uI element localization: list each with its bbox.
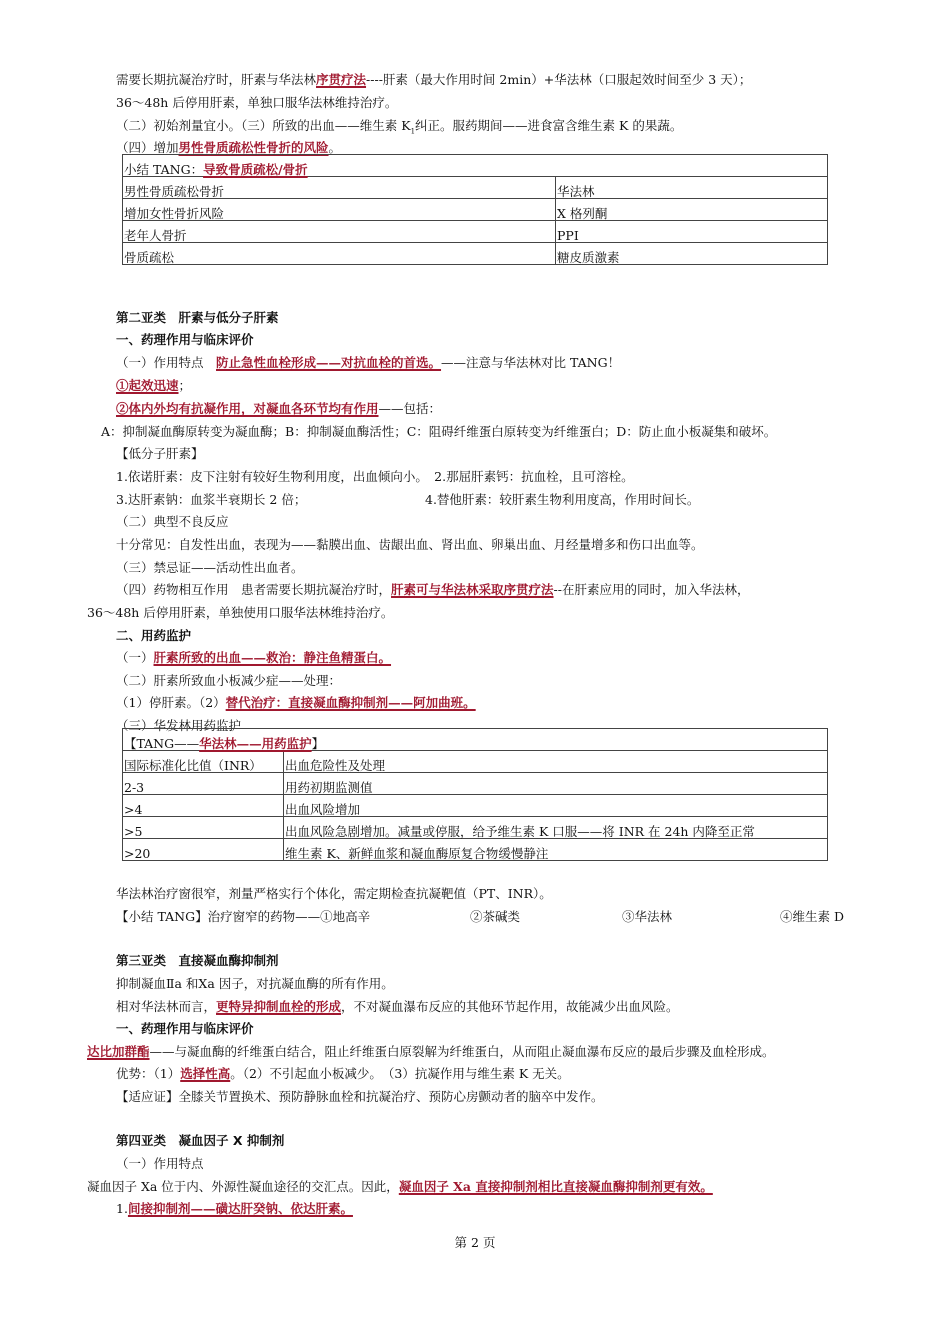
text: ——注意与华法林对比 TANG！ — [441, 355, 621, 370]
section-heading: 一、药理作用与临床评价 — [116, 1021, 254, 1036]
section-title: 第二亚类 肝素与低分子肝素 — [116, 310, 279, 325]
table-title: 】 — [311, 735, 325, 751]
text: ——包括： — [378, 401, 442, 416]
table-cell: PPI — [556, 221, 828, 243]
table-cell: >5 — [123, 817, 284, 839]
table-cell: 维生素 K、新鲜血浆和凝血酶原复合物缓慢静注 — [284, 839, 828, 861]
text: ，不对凝血瀑布反应的其他环节起作用，故能减少出血风险。 — [341, 999, 679, 1014]
point-1 — [116, 380, 191, 393]
table-title-highlight: 导致骨质疏松/骨折 — [203, 161, 308, 177]
table-row — [123, 177, 828, 199]
table-cell: 2-3 — [123, 773, 284, 795]
text: ----肝素（最大作用时间 2min）+华法林（口服起效时间至少 3 天）； — [366, 72, 752, 87]
interaction-line — [116, 584, 749, 597]
table-cell: >4 — [123, 795, 284, 817]
table-cell: 华法林 — [556, 177, 828, 199]
table-cell: 糖皮质激素 — [556, 243, 828, 265]
table-cell: X 格列酮 — [556, 199, 828, 221]
text: 优势：（1） — [116, 1066, 181, 1081]
table-row — [123, 751, 828, 773]
text: 3.达肝素钠：血浆半衰期长 2 倍； — [116, 492, 307, 507]
intro-line-2: 36～48h 后停用肝素，单独口服华法林维持治疗。 — [116, 95, 398, 110]
xa-line — [87, 1181, 713, 1194]
table-cell: 增加女性骨折风险 — [123, 199, 556, 221]
table-title-row — [123, 729, 828, 751]
table-title-cell — [123, 155, 828, 177]
adverse-heading: （二）典型不良反应 — [116, 514, 229, 529]
table-title-row — [123, 155, 828, 177]
table-cell: 出血风险增加 — [284, 795, 828, 817]
highlight-text: 序贯疗法 — [316, 72, 367, 87]
section-title: 第四亚类 凝血因子 X 抑制剂 — [116, 1133, 285, 1148]
table-row — [123, 243, 828, 265]
table-cell: 用药初期监测值 — [284, 773, 828, 795]
section-title: 第三亚类 直接凝血酶抑制剂 — [116, 953, 279, 968]
point-2 — [116, 403, 441, 416]
table-cell: >20 — [123, 839, 284, 861]
section-heading: 一、药理作用与临床评价 — [116, 332, 254, 347]
table-row — [123, 817, 828, 839]
text: （四）增加 — [116, 140, 179, 155]
adverse-line: 十分常见：自发性出血，表现为——黏膜出血、齿龈出血、肾出血、卵巢出血、月经量增多和伤口出血等。 — [116, 537, 704, 552]
table-row — [123, 795, 828, 817]
section-heading: 二、用药监护 — [116, 628, 192, 643]
page-number: 第 2 页 — [454, 1235, 496, 1250]
table-cell: 老年人骨折 — [123, 221, 556, 243]
text: （一） — [116, 650, 154, 665]
dabigatran-line — [87, 1046, 775, 1059]
lmwh-line-1: 1.依诺肝素：皮下注射有较好生物利用度，出血倾向小。 2.那屈肝素钙：抗血栓，且可溶栓。 — [116, 469, 634, 484]
contraindication-line: （三）禁忌证——活动性出血者。 — [116, 560, 304, 575]
text: （一）作用特点 — [116, 355, 217, 370]
table-row — [123, 839, 828, 861]
intro-line-4 — [116, 142, 341, 155]
narrow-window-item: ②茶碱类 — [470, 909, 521, 924]
table-title: 小结 TANG： — [124, 161, 204, 177]
monitor-line-2: （二）肝素所致血小板减少症——处理： — [116, 673, 342, 688]
table-cell: 骨质疏松 — [123, 243, 556, 265]
table-cell: 国际标准化比值（INR） — [123, 751, 284, 773]
table-title-highlight: 华法林——用药监护 — [199, 735, 312, 751]
highlight-text: 选择性高 — [180, 1066, 231, 1081]
monitor-line-1 — [116, 652, 391, 665]
indirect-line — [116, 1203, 353, 1216]
table-row — [123, 221, 828, 243]
intro-line-3 — [116, 120, 682, 136]
osteoporosis-summary-table — [122, 154, 828, 265]
subscript: 1 — [410, 127, 416, 136]
feature-line — [116, 357, 620, 370]
table-row — [123, 773, 828, 795]
table-row — [123, 199, 828, 221]
narrow-window-item: ③华法林 — [622, 909, 673, 924]
table-cell: 出血危险性及处理 — [284, 751, 828, 773]
lmwh-line-2 — [116, 494, 306, 507]
highlight-text: 更特异抑制血栓的形成 — [216, 999, 342, 1014]
text: 。 — [328, 140, 342, 155]
highlight-text: 防止急性血栓形成——对抗血栓的首选。 — [216, 355, 442, 370]
highlight-text: ②体内外均有抗凝作用，对凝血各环节均有作用 — [116, 401, 379, 416]
text: --在肝素应用的同时，加入华法林， — [553, 582, 750, 597]
table-title: 【TANG—— — [124, 735, 200, 751]
warfarin-monitoring-table — [122, 728, 828, 861]
text: 。（2）不引起血小板减少。 （3）抗凝作用与维生素 K 无关。 — [230, 1066, 570, 1081]
indication-line: 【适应证】全膝关节置换术、预防静脉血栓和抗凝治疗、预防心房颤动者的脑卒中发作。 — [116, 1089, 604, 1104]
lmwh-line-2b: 4.替他肝素：较肝素生物利用度高，作用时间长。 — [425, 492, 700, 507]
monitor-line-4: （三）华发林用药监护 — [116, 718, 242, 733]
interaction-line-2: 36～48h 后停用肝素，单独使用口服华法林维持治疗。 — [87, 605, 394, 620]
advantage-line — [116, 1068, 570, 1081]
text: （四）药物相互作用 患者需要长期抗凝治疗时， — [116, 582, 392, 597]
table-title-cell — [123, 729, 828, 751]
text: ——与凝血酶的纤维蛋白结合，阻止纤维蛋白原裂解为纤维蛋白，从而阻止凝血瀑布反应的最后步骤及血栓形成。 — [149, 1044, 775, 1059]
highlight-text: 间接抑制剂——磺达肝癸钠、依达肝素。 — [127, 1201, 353, 1216]
dti-line-2 — [116, 1001, 679, 1014]
feature-heading: （一）作用特点 — [116, 1156, 204, 1171]
table-cell: 出血风险急剧增加。减量或停服，给予维生素 K 口服——将 INR 在 24h 内降至正常 — [284, 817, 828, 839]
narrow-window-item: ④维生素 D — [780, 909, 844, 924]
highlight-text: 男性骨质疏松性骨折的风险 — [178, 140, 329, 155]
text: 1. — [116, 1201, 128, 1216]
text: （二）初始剂量宜小。（三）所致的出血——维生素 K — [116, 118, 411, 133]
text: （1）停肝素。（2） — [116, 695, 226, 710]
text: 相对华法林而言， — [116, 999, 217, 1014]
dti-line-1: 抑制凝血Ⅱa 和Ⅹa 因子，对抗凝血酶的所有作用。 — [116, 976, 394, 991]
highlight-text: 肝素可与华法林采取序贯疗法 — [391, 582, 554, 597]
highlight-text: 替代治疗：直接凝血酶抑制剂——阿加曲班。 — [225, 695, 476, 710]
text: 凝血因子 Xa 位于内、外源性凝血途径的交汇点。因此， — [87, 1179, 399, 1194]
warfarin-note: 华法林治疗窗很窄，剂量严格实行个体化，需定期检查抗凝靶值（PT、INR）。 — [116, 886, 552, 901]
highlight-text: 凝血因子 Xa 直接抑制剂相比直接凝血酶抑制剂更有效。 — [398, 1179, 713, 1194]
narrow-window-line: 【小结 TANG】治疗窗窄的药物——①地高辛 — [116, 909, 371, 924]
highlight-text: 肝素所致的出血——救治：静注鱼精蛋白。 — [153, 650, 392, 665]
intro-line-1 — [116, 74, 751, 87]
text: ； — [178, 378, 192, 393]
text: 纠正。服药期间——进食富含维生素 K 的果蔬。 — [415, 118, 683, 133]
highlight-text: ①起效迅速 — [116, 378, 179, 393]
lmwh-heading: 【低分子肝素】 — [116, 446, 204, 461]
mechanism-line: A：抑制凝血酶原转变为凝血酶；B：抑制凝血酶活性；C：阻碍纤维蛋白原转变为纤维蛋白；D：防止血小板凝集和破坏。 — [101, 424, 777, 439]
text: 需要长期抗凝治疗时，肝素与华法林 — [116, 72, 317, 87]
table-cell: 男性骨质疏松骨折 — [123, 177, 556, 199]
monitor-line-3 — [116, 697, 476, 710]
highlight-text: 达比加群酯 — [87, 1044, 150, 1059]
